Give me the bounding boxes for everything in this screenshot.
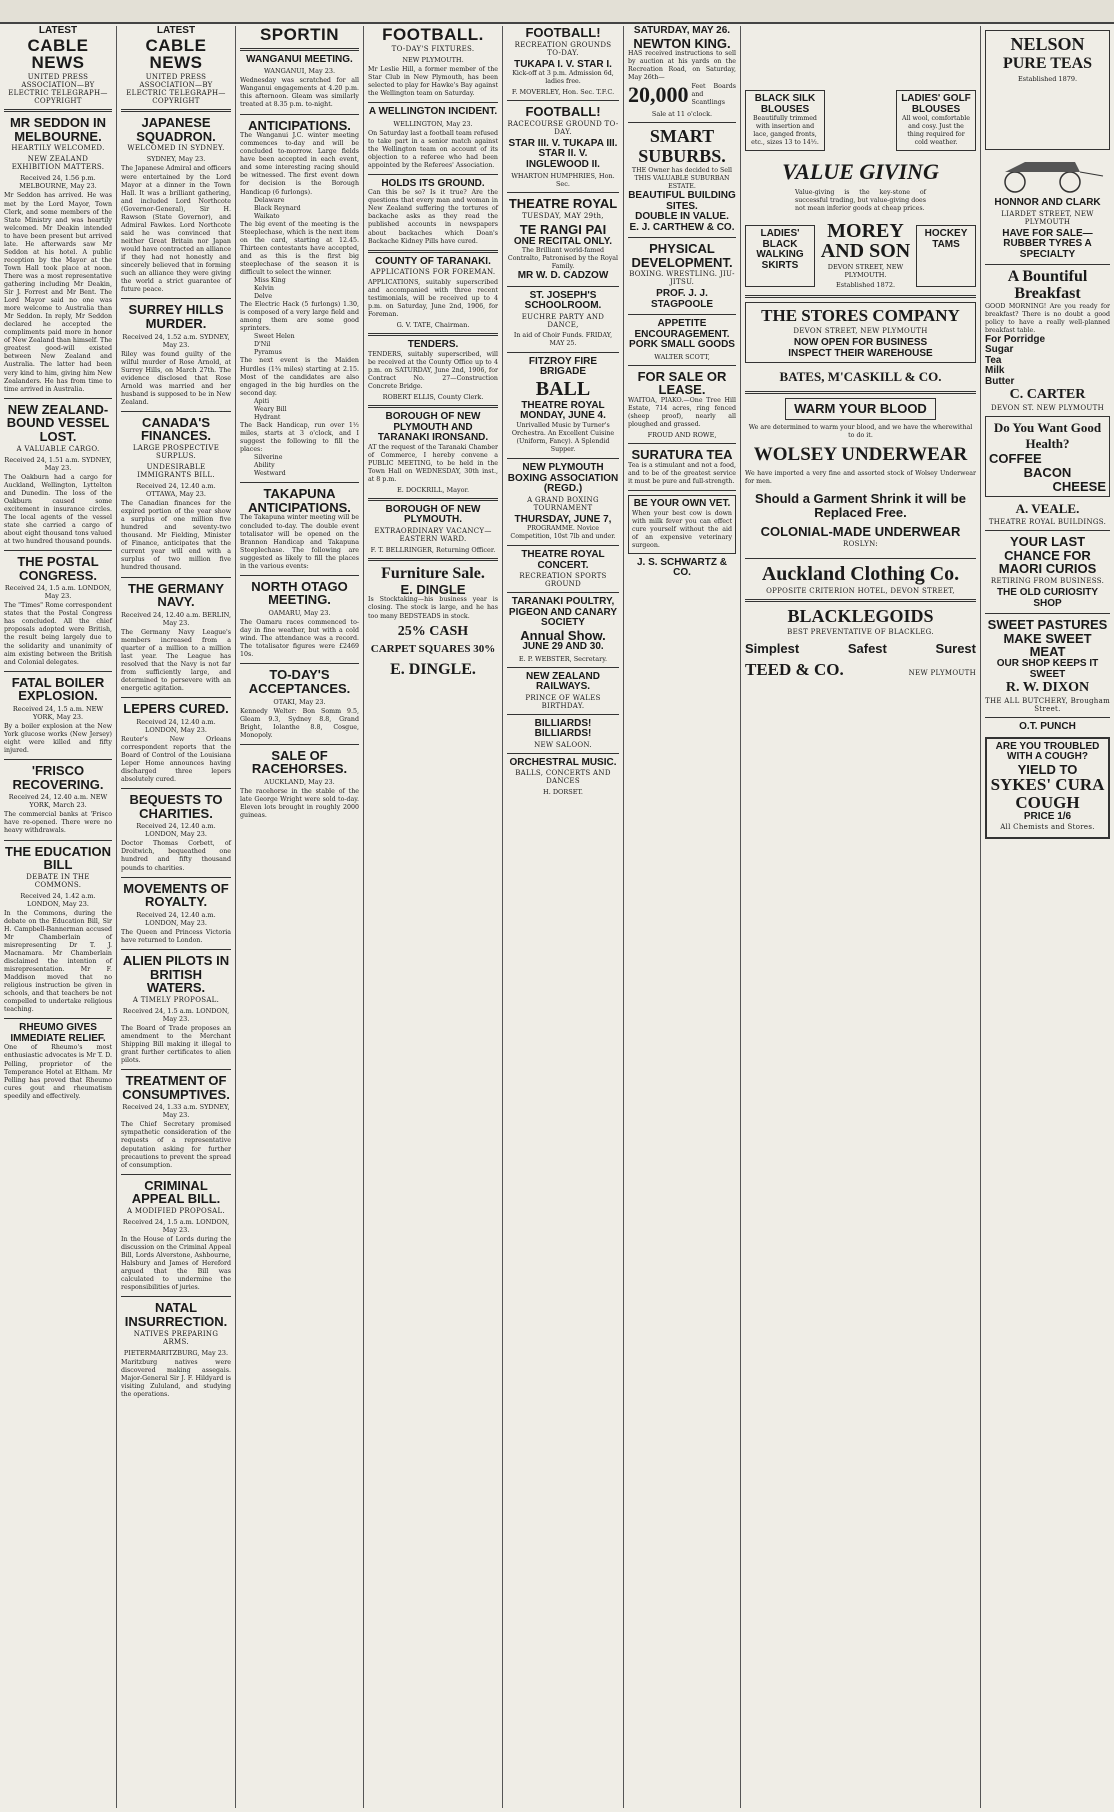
notice-signature: ROBERT ELLIS, County Clerk. <box>382 393 484 402</box>
ad-subtitle: THE OLD CURIOSITY SHOP <box>996 587 1099 609</box>
dateline: PIETERMARITZBURG, May 23. <box>123 1348 229 1357</box>
ad-subtitle: RECREATION SPORTS GROUND <box>519 572 607 589</box>
dateline: Received 24, 12.40 a.m. LONDON, May 23. <box>136 822 216 839</box>
ad-title: LADIES' GOLF BLOUSES <box>901 93 971 115</box>
selection-item: Westward <box>254 470 286 478</box>
column-cable-news-1 <box>0 26 116 1806</box>
ad-title: ORCHESTRAL MUSIC. <box>509 756 617 768</box>
dateline: OTAKI, May 23. <box>273 697 326 706</box>
headline: TREATMENT OF CONSUMPTIVES. <box>122 1073 230 1102</box>
ad-address: THEATRE ROYAL BUILDINGS. <box>988 518 1107 527</box>
article-body: Riley was found guilty of the wilful murder of Rose Arnold, at Surrey Hills, on March 27th. The evidence disclosed that Rose Arnold was married and her husband is supposed to be in New Zealand. <box>121 350 231 406</box>
ad-body: We are determined to warm your blood, and we have the wherewithal to do it. <box>748 423 973 440</box>
ad-subtitle: ROSLYN: <box>843 540 878 549</box>
ad-subtitle: EUCHRE PARTY AND DANCE, <box>521 312 605 329</box>
section-title: CABLE NEWS <box>27 35 89 73</box>
ad-cough-cure <box>985 737 1110 840</box>
headline: BEQUESTS TO CHARITIES. <box>129 792 223 821</box>
ad-subtitle: A GRAND BOXING TOURNAMENT <box>527 495 599 512</box>
ad-subtitle: MONDAY, JUNE 4. <box>520 410 606 422</box>
article-body: The Takapuna winter meeting will be concluded to-day. The double event totalisator will be opened on the Brannon Handicap and Takapuna Steeplechase. The following are suggested as likely to fill the places in the various events: <box>240 514 359 570</box>
dateline: WANGANUI, May 23. <box>263 67 336 76</box>
article-body: Mr Seddon has arrived. He was met by the Lord Mayor, Town Clerk, and some members of the State Ministry and was heartily welcomed. Mr Deakin intended to have been present but arrived late. He afterwards saw Mr Seddon at his hotel. A public reception by the Mayor at the Town Hall took place at noon. There was a most representative gathering including Mr Deakin, Sir J. Forrest and Mr Bent. The Lord Mayor said no one was more welcome to Australia than Mr Seddon. In reply, Mr Seddon declared he accepted the compliments paid more in honor of New Zealand than himself. The greatest good-will existed between New Zealand and Australia. The latter had been very kind to him, giving him New Zealanders. He has from time to time arrived in Australia. <box>4 192 112 393</box>
ad-blacklegoids: BLACKLEGOIDS <box>787 606 934 627</box>
article-body: The Wanganui J.C. winter meeting commences to-day and will be concluded to-morrow. Large fields have been accepted in each event, and some interesting racing should be witnessed. The first event down for decision is the Borough Handicap (6 furlongs). <box>240 132 359 196</box>
headline: SALE OF RACEHORSES. <box>251 747 348 777</box>
selection-item: Waikato <box>254 212 280 220</box>
selection-item: Ability <box>254 462 275 470</box>
headline: RHEUMO GIVES IMMEDIATE RELIEF. <box>10 1022 106 1044</box>
headline: TO-DAY'S ACCEPTANCES. <box>248 667 351 696</box>
ad-signature: E. J. CARTHEW & CO. <box>629 221 735 233</box>
ad-signature: R. W. DIXON <box>1005 680 1090 696</box>
ad-subtitle: THEATRE ROYAL <box>521 399 605 411</box>
notice-title: COUNTY OF TARANAKI. <box>375 255 491 267</box>
column-auctions <box>624 26 740 1806</box>
ad-signature: J. S. SCHWARTZ & CO. <box>636 556 727 579</box>
ad-title: SWEET PASTURES MAKE SWEET MEAT <box>987 617 1108 660</box>
ad-subtitle: PURE TEAS <box>1002 55 1093 72</box>
dateline: Received 24, 1.56 p.m. MELBOURNE, May 23. <box>19 174 97 191</box>
ad-subtitle: CONCERT. <box>537 559 589 571</box>
kicker: LATEST <box>38 26 78 36</box>
article-body: Reuter's New Orleans correspondent reports that the Board of Control of the Louisiana Leper Home announces having discharged three lepers absolutely cured. <box>121 735 231 784</box>
subheadline: A TIMELY PROPOSAL. <box>132 995 220 1004</box>
ad-address: LIARDET STREET, NEW PLYMOUTH <box>1001 209 1094 226</box>
article-body: Wednesday was scratched for all Wanganui engagements at 4.20 p.m. this afternoon. Gleam was similarly treated at 8.35 p.m. to-night. <box>240 77 359 109</box>
ad-subtitle: RUBBER TYRES A SPECIALTY <box>1003 238 1092 260</box>
selection-list <box>240 398 359 422</box>
selection-item: Silverine <box>254 454 283 462</box>
ad-headline: BALL <box>535 377 591 400</box>
article-body: Mr Leslie Hill, a former member of the Star Club in New Plymouth, has been selected to play for Hawke's Bay against the Wellington team on Saturday. <box>368 65 498 97</box>
notice-title: TENDERS. <box>407 339 459 351</box>
ad-title: MOREY AND SON <box>820 220 911 263</box>
ad-title: THE STORES COMPANY <box>761 306 960 326</box>
section-title: FOOTBALL. <box>382 26 484 44</box>
section-title: SPORTIN <box>259 26 340 44</box>
article-body: In the House of Lords during the discussion on the Criminal Appeal Bill, Lords Alverstone, Ashbourne, Halsbury and James of Hereford argued that the Bill was calculated to undermine the responsibilities of juries. <box>121 1235 231 1292</box>
dateline: Received 24, 1.5 a.m. LONDON, May 23. <box>122 1217 230 1234</box>
ad-title: Furniture Sale. <box>381 564 485 582</box>
ad-body: THE Owner has decided to Sell THIS VALUABLE SUBURBAN ESTATE. <box>631 166 733 191</box>
ad-signature: WALTER SCOTT, <box>654 352 710 361</box>
ad-title: FOR SALE OR LEASE. <box>637 368 727 398</box>
headline: WANGANUI MEETING. <box>246 53 353 65</box>
dateline: Received 24, 12.40 a.m. NEW YORK, March 23. <box>8 793 108 810</box>
ad-title: ST. JOSEPH'S SCHOOLROOM. <box>524 289 602 312</box>
ad-morey-and-son <box>819 221 912 291</box>
ad-title: THEATRE ROYAL <box>508 196 618 212</box>
dateline: Received 24, 12.40 a.m. LONDON, May 23. <box>136 717 216 734</box>
ad-subtitle: PRINCE OF WALES BIRTHDAY. <box>525 693 601 710</box>
headline: CRIMINAL APPEAL BILL. <box>131 1177 221 1207</box>
ad-address: DEVON ST. NEW PLYMOUTH <box>991 404 1104 413</box>
ad-subtitle: ONE RECITAL ONLY. <box>513 235 613 247</box>
article-body: The Oakburn had a cargo for Auckland, Wellington, Lyttelton and Dunedin. The loss of the Oakburn caused some excitement in insurance circles. The local agents of the vessel state she carried a cargo of about eight thousand tons valued at two hundred thousand pounds. <box>4 473 112 545</box>
ad-performer: TE RANGI PAI <box>519 222 607 238</box>
ad-date: SATURDAY, MAY 26. <box>633 26 731 36</box>
ad-address: THE ALL BUTCHERY, Brougham Street. <box>985 697 1111 714</box>
selection-item: Pyramus <box>254 349 282 357</box>
ad-colonial-underwear: COLONIAL-MADE UNDERWEAR <box>760 524 961 540</box>
dateline: Received 24, 1.51 a.m. SYDNEY, May 23. <box>4 455 112 472</box>
ad-title: NELSON <box>1010 34 1085 54</box>
headline: A WELLINGTON INCIDENT. <box>368 106 498 118</box>
headline: THE POSTAL CONGRESS. <box>17 553 99 583</box>
ad-signature: PROF. J. J. STAGPOOLE <box>650 288 714 310</box>
ad-subtitle: TUESDAY, MAY 29th, <box>522 212 604 221</box>
ad-item: CHEESE <box>1052 478 1106 494</box>
notice-body: TENDERS, suitably superscribed, will be received at the County Office up to 4 p.m. on SATURDAY, June 2nd, 1906, for Contract No. 27—Construction Concrete Bridge. <box>368 350 498 391</box>
ad-quantity: 20,000 <box>628 82 689 108</box>
kicker: LATEST <box>156 26 196 36</box>
ad-item: COFFEE <box>989 451 1042 467</box>
ad-subtitle: NEW SALOON. <box>534 740 592 749</box>
ad-title: O.T. PUNCH <box>1019 721 1076 733</box>
column-cable-news-2 <box>117 26 235 1806</box>
ad-title: BLACK SILK BLOUSES <box>754 93 816 115</box>
ad-title: APPETITE ENCOURAGEMENT. <box>634 318 730 340</box>
subheadline: UNDESIRABLE IMMIGRANTS BILL. <box>137 463 215 480</box>
ad-item: BACON <box>1023 464 1072 480</box>
ad-address: NEW PLYMOUTH <box>908 668 976 677</box>
ad-body: The Brilliant world-famed Contralto, Patronised by the Royal Family. <box>507 247 619 271</box>
selection-list <box>240 333 359 357</box>
ad-discount: 25% CASH <box>397 623 469 639</box>
ad-body: WAITOA, PIAKO.—One Tree Hill Estate, 714 acres, ring fenced (sheep proof), nearly all ploughed and grassed. <box>628 397 736 429</box>
ad-title: NEW ZEALAND RAILWAYS. <box>526 670 600 693</box>
ad-subtitle: Annual Show. <box>520 627 606 643</box>
article-body: Can this be so? Is it true? Are the questions that every man and woman in New Zealand suffering the tortures of backache asks as they read the published accounts in newspapers about backaches which Doan's Backache Kidney Pills have cured. <box>368 189 498 245</box>
article-body: One of Rheumo's most enthusiastic advocates is Mr T. D. Pelling, proprietor of the Temperance Hotel at Eltham. Mr Pelling has proved that Rheumo cures gout and rheumatism speedily and effectively. <box>4 1044 112 1100</box>
notice-title: BOROUGH OF NEW PLYMOUTH AND TARANAKI IRONSAND. <box>377 411 489 444</box>
ad-signature: E. DINGLE. <box>390 660 476 678</box>
selection-item: Delaware <box>254 196 285 204</box>
ad-address: DEVON STREET, NEW PLYMOUTH. <box>827 263 904 280</box>
ad-title: HONNOR AND CLARK <box>994 197 1101 208</box>
article-body: The next event is the Maiden Hurdles (1¾ miles) starting at 2.15. Most of the candidates are also engaged in the big hurdles on the second day. <box>240 357 359 397</box>
article-body: The Oamaru races commenced to-day in fine weather, but with a cold wind. The attendance was a record. The totalisator figures were £2469 10s. <box>240 619 359 659</box>
headline: TAKAPUNA ANTICIPATIONS. <box>248 486 351 515</box>
ad-bates-mcaskill: BATES, M'CASKILL & CO. <box>779 369 942 385</box>
ad-nelson-teas <box>985 30 1110 150</box>
ad-discount: CARPET SQUARES 30% <box>370 642 496 655</box>
ad-subtitle: BALLS, CONCERTS AND DANCES <box>515 769 611 786</box>
headline: MR SEDDON IN MELBOURNE. <box>9 115 107 144</box>
notice-title: BOROUGH OF NEW PLYMOUTH. <box>385 503 481 526</box>
ad-good-health <box>985 416 1110 497</box>
article-body: The commercial banks at 'Frisco have re-opened. There were no heavy withdrawals. <box>4 811 112 835</box>
headline: JAPANESE SQUADRON. <box>136 115 216 144</box>
ad-subtitle: BEST PREVENTATIVE OF BLACKLEG. <box>787 628 934 637</box>
ad-title: HOCKEY TAMS <box>924 228 968 250</box>
ad-subtitle: THURSDAY, JUNE 7, <box>514 513 612 525</box>
ad-signature: E. P. WEBSTER, Secretary. <box>518 654 608 663</box>
ad-value-giving: VALUE GIVING <box>782 159 939 185</box>
ad-subtitle: RECREATION GROUNDS TO-DAY. <box>514 40 612 57</box>
article-body: The Canadian finances for the expired portion of the year show a surplus of one million five hundred and seventy-two thousand. Mr Fielding, Minister of Finance, anticipates that the current year will end with a surplus of two million five hundred thousand. <box>121 500 231 572</box>
headline: SURREY HILLS MURDER. <box>128 302 224 331</box>
article-body: On Saturday last a football team refused to take part in a senior match against the Wellington team on account of its objection to a referee who had been appointed by the Referees' Association. <box>368 129 498 169</box>
subheadline: DEBATE IN THE COMMONS. <box>26 872 90 889</box>
headline: THE EDUCATION BILL <box>5 843 111 873</box>
article-body: By a boiler explosion at the New York glucose works (New Jersey) eight were killed and fifty injured. <box>4 722 112 755</box>
column-drapery-ads <box>741 26 980 1806</box>
column-sporting <box>236 26 363 1806</box>
ad-subtitle: JUNE 29 AND 30. <box>522 641 604 653</box>
ad-fixture: STAR II. V. INGLEWOOD II. <box>526 148 600 170</box>
ad-body: Beautifully trimmed with insertion and lace, ganged fronts, etc., sizes 13 to 14½. <box>751 115 819 147</box>
ad-title: PHYSICAL DEVELOPMENT. <box>631 241 733 270</box>
byline: UNITED PRESS ASSOCIATION—BY ELECTRIC TELEGRAPH—COPYRIGHT <box>8 73 108 106</box>
selection-item: Delve <box>254 293 273 301</box>
dateline: NEW PLYMOUTH. <box>402 55 464 64</box>
dateline: Received 24, 1.42 a.m. LONDON, May 23. <box>20 891 96 908</box>
dateline: Received 24, 1.5 a.m. LONDON, May 23. <box>4 584 112 601</box>
dateline: WELLINGTON, May 23. <box>393 119 473 128</box>
ad-item: Sugar <box>985 344 1014 356</box>
selection-item: Hydrant <box>254 413 281 421</box>
ad-title: Do You Want Good Health? <box>993 420 1102 452</box>
selection-item: Apiti <box>254 397 270 405</box>
ad-title: LADIES' BLACK WALKING SKIRTS <box>756 228 804 271</box>
headline: HOLDS ITS GROUND. <box>381 177 485 189</box>
dateline: Received 24, 1.5 a.m. NEW YORK, May 23. <box>12 704 104 721</box>
ad-advertiser: E. DINGLE <box>400 581 466 597</box>
ad-title: A Bountiful Breakfast <box>1007 268 1088 302</box>
ad-body: Is Stocktaking—his business year is closing. The stock is large, and he has too many BEDSTEADS in stock. <box>368 596 498 620</box>
article-body: Kennedy Welter: Bon Somm 9.5, Gleam 9.3, Sydney 8.8, Grand Bright, Iolanthe 8.8, Cosgue, Monopoly. <box>240 707 359 739</box>
ad-item: Tea <box>985 354 1002 366</box>
ad-title: BILLIARDS! BILLIARDS! <box>534 717 592 740</box>
selection-item: Sweet Helen <box>254 333 295 341</box>
buggy-illustration <box>985 154 1105 194</box>
dateline: Received 24, 1.52 a.m. SYDNEY, May 23. <box>122 332 230 349</box>
ad-title: YOUR LAST CHANCE FOR MAORI CURIOS <box>998 534 1097 577</box>
ad-signature: A. VEALE. <box>1015 501 1080 517</box>
headline: 'FRISCO RECOVERING. <box>12 763 104 792</box>
ad-subtitle: OUR SHOP KEEPS IT SWEET <box>996 658 1099 680</box>
article-body: In the Commons, during the debate on the Education Bill, Sir H. Campbell-Bannerman accused Mr Chamberlain of misrepresenting Dr T. J. Macnamara. Mr Chamberlain disclaimed the intention of misrepresentation. Mr F. Maddison moved that no religious instruction be given in schools, and that teachers be not compelled to undertake religious teaching. <box>4 909 112 1014</box>
byline: UNITED PRESS ASSOCIATION—BY ELECTRIC TELEGRAPH—COPYRIGHT <box>126 73 226 106</box>
ad-title: WARM YOUR BLOOD <box>794 401 927 417</box>
ad-product: SYKES' CURA COUGH <box>990 775 1105 813</box>
selection-item: Black Reynard <box>254 204 301 212</box>
notice-signature: F. T. BELLRINGER, Returning Officer. <box>370 545 496 554</box>
section-title: CABLE NEWS <box>145 35 207 73</box>
ad-subtitle: RACECOURSE GROUND TO-DAY. <box>507 119 619 136</box>
subheadline: TO-DAY'S FIXTURES. <box>391 44 475 53</box>
ad-subtitle: BEAUTIFUL BUILDING SITES. <box>628 190 736 212</box>
selection-list <box>240 197 359 221</box>
ad-signature: H. DORSET. <box>543 788 583 797</box>
notice-body: AT the request of the Taranaki Chamber of Commerce, I hereby convene a PUBLIC MEETING, to be held in the Town Hall on WEDNESDAY, 30th inst., at 8 p.m. <box>368 443 498 483</box>
dateline: OAMARU, May 23. <box>268 609 331 618</box>
ad-note: Sale at 11 o'clock. <box>651 110 713 119</box>
ad-title: TARANAKI POULTRY, PIGEON AND CANARY SOCIETY <box>508 596 618 629</box>
headline: NORTH OTAGO MEETING. <box>251 578 348 608</box>
article-body: The Chief Secretary promised sympathetic consideration of the requests of a representative deputation asking for further precautions to prevent the spread of consumption. <box>121 1121 231 1169</box>
ad-title: FOOTBALL! <box>525 104 601 120</box>
notice-signature: G. V. TATE, Chairman. <box>396 321 470 330</box>
headline: THE GERMANY NAVY. <box>127 580 225 610</box>
article-body: Maritzburg natives were discovered making assegais. Major-General Sir J. F. Hildyard is visiting Zululand, and studying the operations. <box>121 1358 231 1398</box>
notice-subtitle: EXTRAORDINARY VACANCY—EASTERN WARD. <box>374 526 492 543</box>
ad-address: OPPOSITE CRITERION HOTEL, DEVON STREET, <box>766 587 955 596</box>
subheadline: A MODIFIED PROPOSAL. <box>126 1206 226 1215</box>
headline: NATAL INSURRECTION. <box>124 1300 228 1329</box>
ad-subtitle: YIELD TO <box>1017 761 1078 777</box>
ad-body: Unrivalled Music by Turner's Orchestra. An Excellent Cuisine (Uniform, Fancy). A Splendid Supper. <box>511 421 615 454</box>
subheadline: WELCOMED IN SYDNEY. <box>127 144 225 153</box>
article-body: The Back Handicap, run over 1½ miles, starts at 3 o'clock, and I suggest the following to fill the places: <box>240 421 359 453</box>
ad-fixture: TUKAPA I. V. STAR I. <box>514 58 612 70</box>
ad-title: NEW PLYMOUTH BOXING ASSOCIATION (REGD.) <box>507 462 619 495</box>
ad-subtitle: NOW OPEN FOR BUSINESS <box>793 337 928 349</box>
ad-feature: Safest <box>847 641 887 657</box>
dateline: SYDNEY, May 23. <box>146 155 206 164</box>
ad-subtitle: BOXING. WRESTLING. JIU-JITSU. <box>629 270 735 287</box>
column-grocery-ads <box>981 26 1114 1806</box>
article-body: The big event of the meeting is the Steeplechase, which is the next item on the card, starting at 12.45. Thirteen contestants have accepted, and as this is the first big steeplechase of the season it is difficult to select the winner. <box>240 220 359 276</box>
ad-body: HAS received instructions to sell by auction at his yards on the Recreation Road, on Saturday, May 26th— <box>628 50 736 82</box>
dateline: Received 24, 12.40 a.m. LONDON, May 23. <box>136 910 216 927</box>
column-amusements <box>503 26 623 1806</box>
ad-title: FITZROY FIRE BRIGADE <box>528 355 598 378</box>
ad-subtitle: PORK SMALL GOODS <box>629 339 735 351</box>
ad-body: Tea is a stimulant and not a food, and to be of the greatest service it must be pure and full-strength. <box>628 461 736 486</box>
ad-title: ARE YOU TROUBLED WITH A COUGH? <box>995 740 1100 763</box>
article-body: The Board of Trade proposes an amendment to the Merchant Shipping Bill making it illegal to grant further certificates to alien pilots. <box>121 1024 231 1065</box>
ad-box <box>628 495 736 554</box>
selection-item: Miss King <box>254 277 286 285</box>
ad-item: Butter <box>985 375 1015 387</box>
ad-body: PROGRAMME. Novice Competition, 10st 7lb and under. <box>510 525 616 541</box>
ad-signature: MR W. D. CADZOW <box>517 270 609 282</box>
ad-title: SURATURA TEA <box>631 447 733 463</box>
ad-title: FOOTBALL! <box>525 26 601 40</box>
ad-feature: Surest <box>935 641 976 657</box>
ad-walking-skirts <box>745 225 815 287</box>
subheadline: HEARTILY WELCOMED. <box>11 144 105 153</box>
ad-subtitle: DOUBLE IN VALUE. <box>635 211 729 223</box>
selection-item: Kelvin <box>254 285 274 293</box>
dateline: AUCKLAND, May 23. <box>264 778 335 787</box>
ad-signature: C. CARTER <box>1009 387 1086 403</box>
ad-body: All wool, comfortable and cosy. Just the thing required for cold weather. <box>901 115 971 147</box>
article-body: The Japanese Admiral and officers were entertained by the Lord Mayor at a dinner in the Town Hall. It was a brilliant gathering, and included Lord Northcote (Governor-General), Sir H. Rawson (State Governor), and Admiral Fawkes. Lord Northcote said he was convinced that neither Great Britain nor Japan would have contracted an alliance if they had not honestly and sincerely believed that in forming such an alliance they were giving the world a strict guarantee of future peace. <box>121 165 231 294</box>
selection-item: Weary Bill <box>254 405 287 413</box>
ad-title: NEWTON KING. <box>633 35 731 51</box>
subheadline: LARGE PROSPECTIVE SURPLUS. <box>132 444 220 461</box>
ad-stockists: All Chemists and Stores. <box>1000 823 1095 832</box>
ad-body: When your best cow is down with milk fever you can effect cure yourself without the aid of an expensive veterinary surgeon. <box>632 509 732 549</box>
column-football-notices <box>364 26 502 1806</box>
subheadline: NEW ZEALAND EXHIBITION MATTERS. <box>11 155 105 172</box>
article-body: The Electric Hack (5 furlongs) 1.30, is composed of a very large field and among them are some good sprinters. <box>240 301 359 333</box>
ad-title: BE YOUR OWN VET. <box>633 498 731 510</box>
ad-signature: FROUD AND ROWE, <box>647 431 717 440</box>
notice-body: APPLICATIONS, suitably superscribed and accompanied with three recent testimonials, will be received up to 4 p.m. on Saturday, June 2nd, 1906, for Foreman. <box>368 279 498 319</box>
ad-title: THEATRE ROYAL <box>521 549 605 561</box>
ad-body: Value-giving is the key-stone of successful trading, but value-giving does not mean inferior goods at cheap prices. <box>795 189 926 213</box>
ad-address: DEVON STREET, NEW PLYMOUTH <box>793 327 928 336</box>
ad-title: SMART SUBURBS. <box>638 126 726 167</box>
ad-body: We have imported a very fine and assorted stock of Wolsey Underwear for men. <box>745 470 976 486</box>
ad-subtitle: RETIRING FROM BUSINESS. <box>990 577 1105 586</box>
headline: CANADA'S FINANCES. <box>140 414 212 444</box>
ad-price: PRICE 1/6 <box>1023 810 1072 822</box>
ad-stores-company <box>745 302 976 363</box>
article-body: The "Times" Rome correspondent states that the Postal Congress has concluded. All the chief proposals adopted were British, the result being largely due to the solidarity and unanimity of aim existing between the British and Colonial delegates. <box>4 602 112 666</box>
ad-body: In aid of Choir Funds. FRIDAY, MAY 25. <box>513 331 613 347</box>
selection-list <box>240 277 359 301</box>
headline: ANTICIPATIONS. <box>248 117 351 133</box>
article-body: The Germany Navy League's members increased from a quarter of a million to a million last year. The League has resolved that the Navy is not far from sufficiently large, and determined to persevere with an energetic agitation. <box>121 628 231 693</box>
masthead-strip <box>0 0 1114 24</box>
ad-signature: TEED & CO. <box>745 659 844 679</box>
headline: ALIEN PILOTS IN BRITISH WATERS. <box>122 952 230 996</box>
ad-shrink-guarantee: Should a Garment Shrink it will be Replaced Free. <box>755 491 966 520</box>
selection-list <box>240 454 359 478</box>
ad-established: Established 1872. <box>835 281 896 290</box>
ad-warm-your-blood <box>785 398 936 420</box>
dateline: Received 24, 1.33 a.m. SYDNEY, May 23. <box>122 1103 230 1120</box>
article-body: Doctor Thomas Corbett, of Droitwich, bequeathed one hundred and fifty thousand pounds to charities. <box>121 840 231 872</box>
subheadline: NATIVES PREPARING ARMS. <box>133 1329 219 1346</box>
subheadline: A VALUABLE CARGO. <box>16 444 100 453</box>
article-body: The Queen and Princess Victoria have returned to London. <box>121 928 231 944</box>
ad-item: Milk <box>985 365 1005 377</box>
notice-subtitle: APPLICATIONS FOR FOREMAN. <box>370 268 496 277</box>
headline: LEPERS CURED. <box>123 701 229 717</box>
ad-subtitle: INSPECT THEIR WAREHOUSE <box>788 347 933 359</box>
dateline: Received 24, 12.40 a.m. OTTAWA, May 23. <box>136 482 216 499</box>
headline: MOVEMENTS OF ROYALTY. <box>123 880 229 910</box>
ad-auckland-clothing: Auckland Clothing Co. <box>745 558 976 586</box>
ad-item: For Porridge <box>985 333 1046 345</box>
ad-signature: WHARTON HUMPHRIES, Hon. Sec. <box>511 172 615 189</box>
selection-item: D'Nil <box>254 341 271 349</box>
dateline: Received 24, 12.40 a.m. BERLIN, May 23. <box>121 610 232 627</box>
headline: NEW ZEALAND-BOUND VESSEL LOST. <box>6 401 110 444</box>
ad-hockey-tams <box>916 225 976 287</box>
ad-subtitle: HAVE FOR SALE— <box>1002 227 1093 239</box>
headline: FATAL BOILER EXPLOSION. <box>11 674 105 704</box>
ad-feature: Simplest <box>745 641 800 657</box>
ad-golf-blouses <box>896 90 976 151</box>
ad-item: Feet Boards and Scantlings <box>691 83 736 107</box>
ad-black-silk-blouses <box>745 90 825 151</box>
ad-established: Established 1879. <box>1017 75 1078 83</box>
dateline: Received 24, 1.5 a.m. LONDON, May 23. <box>122 1006 230 1023</box>
ad-fixture: STAR III. V. TUKAPA III. <box>508 137 618 149</box>
ad-body: GOOD MORNING! Are you ready for breakfast? There is no doubt a good policy to have a really well-planned breakfast table. <box>985 302 1110 334</box>
article-body: The racehorse in the stable of the late George Wright were sold to-day. Eleven lots brought in roughly 2000 guineas. <box>240 788 359 820</box>
ad-body: Kick-off at 3 p.m. Admission 6d, ladies free. <box>512 70 614 86</box>
ad-signature: F. MOVERLEY, Hon. Sec. T.F.C. <box>511 88 615 97</box>
notice-signature: E. DOCKRILL, Mayor. <box>396 485 470 494</box>
ad-wolsey-underwear: WOLSEY UNDERWEAR <box>753 444 968 466</box>
